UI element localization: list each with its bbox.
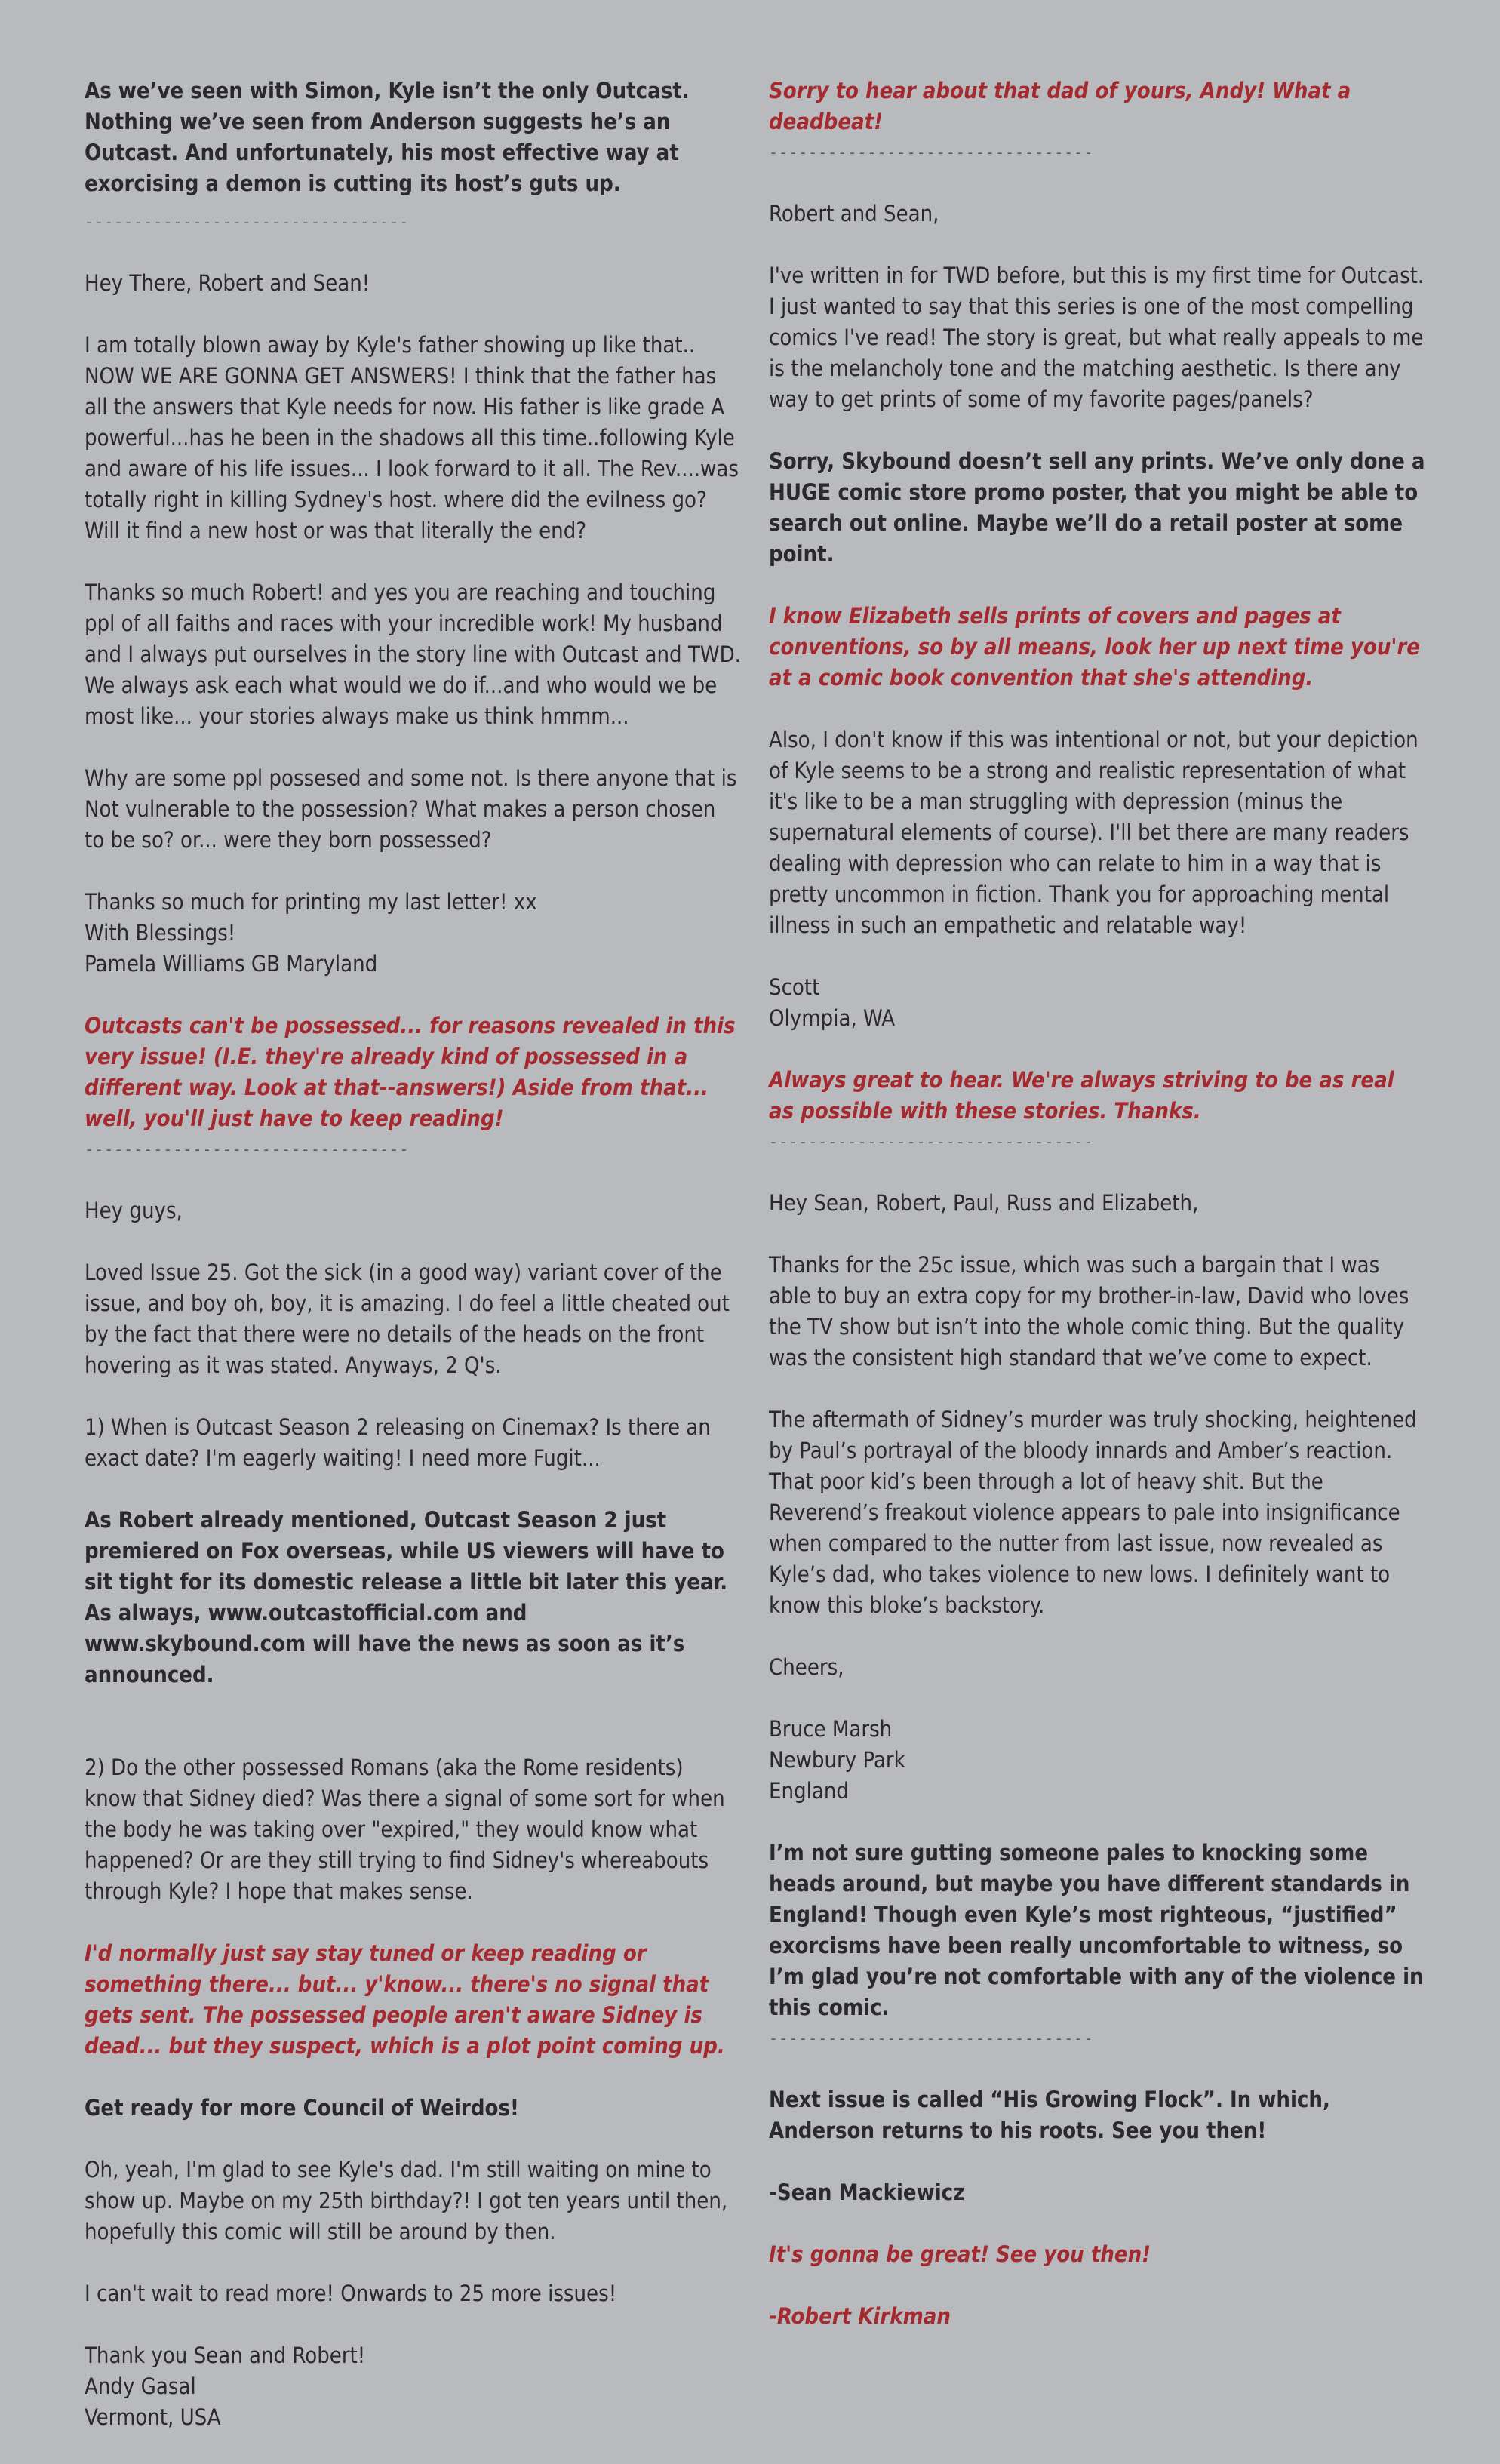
letter-paragraph: Thanks so much Robert! and yes you are reaching and touching ppl of all faiths and races with your incredible work! My husband and I always put ourselves in the story line with Outcast and TWD. We always ask each what would we do if...and who would we be most like... your stories always make us think hmmm... [85,580,741,729]
letter-signoff: Thank you Sean and Robert! Andy Gasal Vermont, USA [85,2342,366,2430]
editor-reply: Sorry to hear about that dad of yours, Andy! What a deadbeat! [769,78,1351,134]
editor-signature: -Robert Kirkman [769,2303,951,2329]
editor-reply: Sorry, Skybound doesn’t sell any prints. We’ve only done a HUGE comic store promo poster, that you might be able to search out online. Maybe we’ll do a retail poster at some point. [769,448,1425,567]
divider: --------------------------------- [769,143,1094,161]
letter-signoff: Bruce Marsh Newbury Park England [769,1716,905,1804]
letter-paragraph: I've written in for TWD before, but this is my first time for Outcast. I just wanted to say that this series is one of the most compelling comics I've read! The story is great, but what really appeals to me is the melancholy tone and the matching aesthetic. Is there any way to get prints of some of my favorite pages/panels? [769,263,1425,412]
letter-paragraph: I am totally blown away by Kyle's father showing up like that.. NOW WE ARE GONNA GET ANSWERS! I think that the father has all the answers that Kyle needs for now. His father is like grade A powerful...has he been in the shadows all this time..following Kyle and aware of his life issues... I look forward to it all. The Rev....was totally right in killing Sydney's host. where did the evilness go? Will it find a new host or was that literally the end? [85,332,739,543]
letter-greeting: Robert and Sean, [769,201,939,226]
letter-signoff: Thanks so much for printing my last letter! xx With Blessings! Pamela Williams GB Maryland [85,889,537,977]
letter-paragraph: Thanks for the 25c issue, which was such a bargain that I was able to buy an extra copy for my brother-in-law, David who loves the TV show but isn’t into the whole comic thing. But the quality was the consistent high standard that we’ve come to expect. [769,1252,1409,1370]
letter-paragraph: Loved Issue 25. Got the sick (in a good way) variant cover of the issue, and boy oh, boy, it is amazing. I do feel a little cheated out by the fact that there were no details of the heads on the front hovering as it was stated. Anyways, 2 Q's. [85,1260,730,1378]
left-column [85,75,741,2464]
letter-greeting: Hey There, Robert and Sean! [85,270,370,296]
right-column [769,75,1425,2363]
divider: --------------------------------- [769,1133,1094,1151]
letter-cheers: Cheers, [769,1654,844,1680]
editor-reply: I’m not sure gutting someone pales to knocking some heads around, but maybe you have different standards in England! Though even Kyle’s most righteous, “justified” exorcisms have been really uncomfortable to witness, so I’m glad you’re not comfortable with any of the violence in this comic. [769,1840,1424,2020]
editor-reply: I know Elizabeth sells prints of covers and pages at conventions, so by all means, look her up next time you're at a comic book convention that she's attending. [769,603,1420,691]
divider: --------------------------------- [85,1140,410,1158]
letter-paragraph: Oh, yeah, I'm glad to see Kyle's dad. I'm still waiting on mine to show up. Maybe on my 25th birthday?! I got ten years until then, hopefully this comic will still be around by then. [85,2157,728,2244]
letter-paragraph: Also, I don't know if this was intentional or not, but your depiction of Kyle seems to be a strong and realistic representation of what it's like to be a man struggling with depression (minus the supernatural elements of course). I'll bet there are many readers dealing with depression who can relate to him in a way that is pretty uncommon in fiction. Thank you for approaching mental illness in such an empathetic and relatable way! [769,727,1419,938]
editor-reply: Get ready for more Council of Weirdos! [85,2095,519,2121]
next-issue-text: Next issue is called “His Growing Flock”. In which, Anderson returns to his roots. See you then! [769,2087,1330,2143]
letter-greeting: Hey guys, [85,1198,183,1223]
intro-text: As we’ve seen with Simon, Kyle isn’t the only Outcast. Nothing we’ve seen from Anderson suggests he’s an Outcast. And unfortunately, his most effective way at exorcising a demon is cutting its host’s guts up. [85,78,690,196]
letter-greeting: Hey Sean, Robert, Paul, Russ and Elizabeth, [769,1190,1199,1216]
editor-reply: As Robert already mentioned, Outcast Season 2 just premiered on Fox overseas, while US viewers will have to sit tight for its domestic release a little bit later this year. As always, www.outcastofficial.com and www.skybound.com will have the news as soon as it’s announced. [85,1507,728,1687]
editor-signature: -Sean Mackiewicz [769,2179,965,2205]
letter-paragraph: The aftermath of Sidney’s murder was truly shocking, heightened by Paul’s portrayal of the bloody innards and Amber’s reaction. That poor kid’s been through a lot of heavy shit. But the Reverend’s freakout violence appears to pale into insignificance when compared to the nutter from last issue, now revealed as Kyle’s dad, who takes violence to new lows. I definitely want to know this bloke’s backstory. [769,1407,1417,1618]
letter-signoff: Scott Olympia, WA [769,974,896,1031]
editor-reply: I'd normally just say stay tuned or keep reading or something there... but... y'know... there's no signal that gets sent. The possessed people aren't aware Sidney is dead... but they suspect, which is a plot point coming up. [85,1940,725,2059]
letter-paragraph: I can't wait to read more! Onwards to 25 more issues! [85,2281,617,2306]
editor-reply: It's gonna be great! See you then! [769,2241,1151,2267]
editor-reply: Outcasts can't be possessed... for reasons revealed in this very issue! (I.E. they're already kind of possessed in a different way. Look at that--answers!) Aside from that... well, you'll just have to keep reading! [85,1013,736,1131]
letter-paragraph: Why are some ppl possesed and some not. Is there anyone that is Not vulnerable to the possession? What makes a person chosen to be so? or... were they born possessed? [85,765,737,853]
letter-question: 1) When is Outcast Season 2 releasing on Cinemax? Is there an exact date? I'm eagerly waiting! I need more Fugit... [85,1414,711,1471]
editor-reply: Always great to hear. We're always striving to be as real as possible with these stories. Thanks. [769,1067,1394,1124]
divider: --------------------------------- [769,2029,1094,2047]
divider: --------------------------------- [85,213,410,231]
letter-question: 2) Do the other possessed Romans (aka the Rome residents) know that Sidney died? Was there a signal of some sort for when the body he was taking over "expired," they would know what happened? Or are they still trying to find Sidney's whereabouts through Kyle? I hope that makes sense. [85,1755,725,1904]
